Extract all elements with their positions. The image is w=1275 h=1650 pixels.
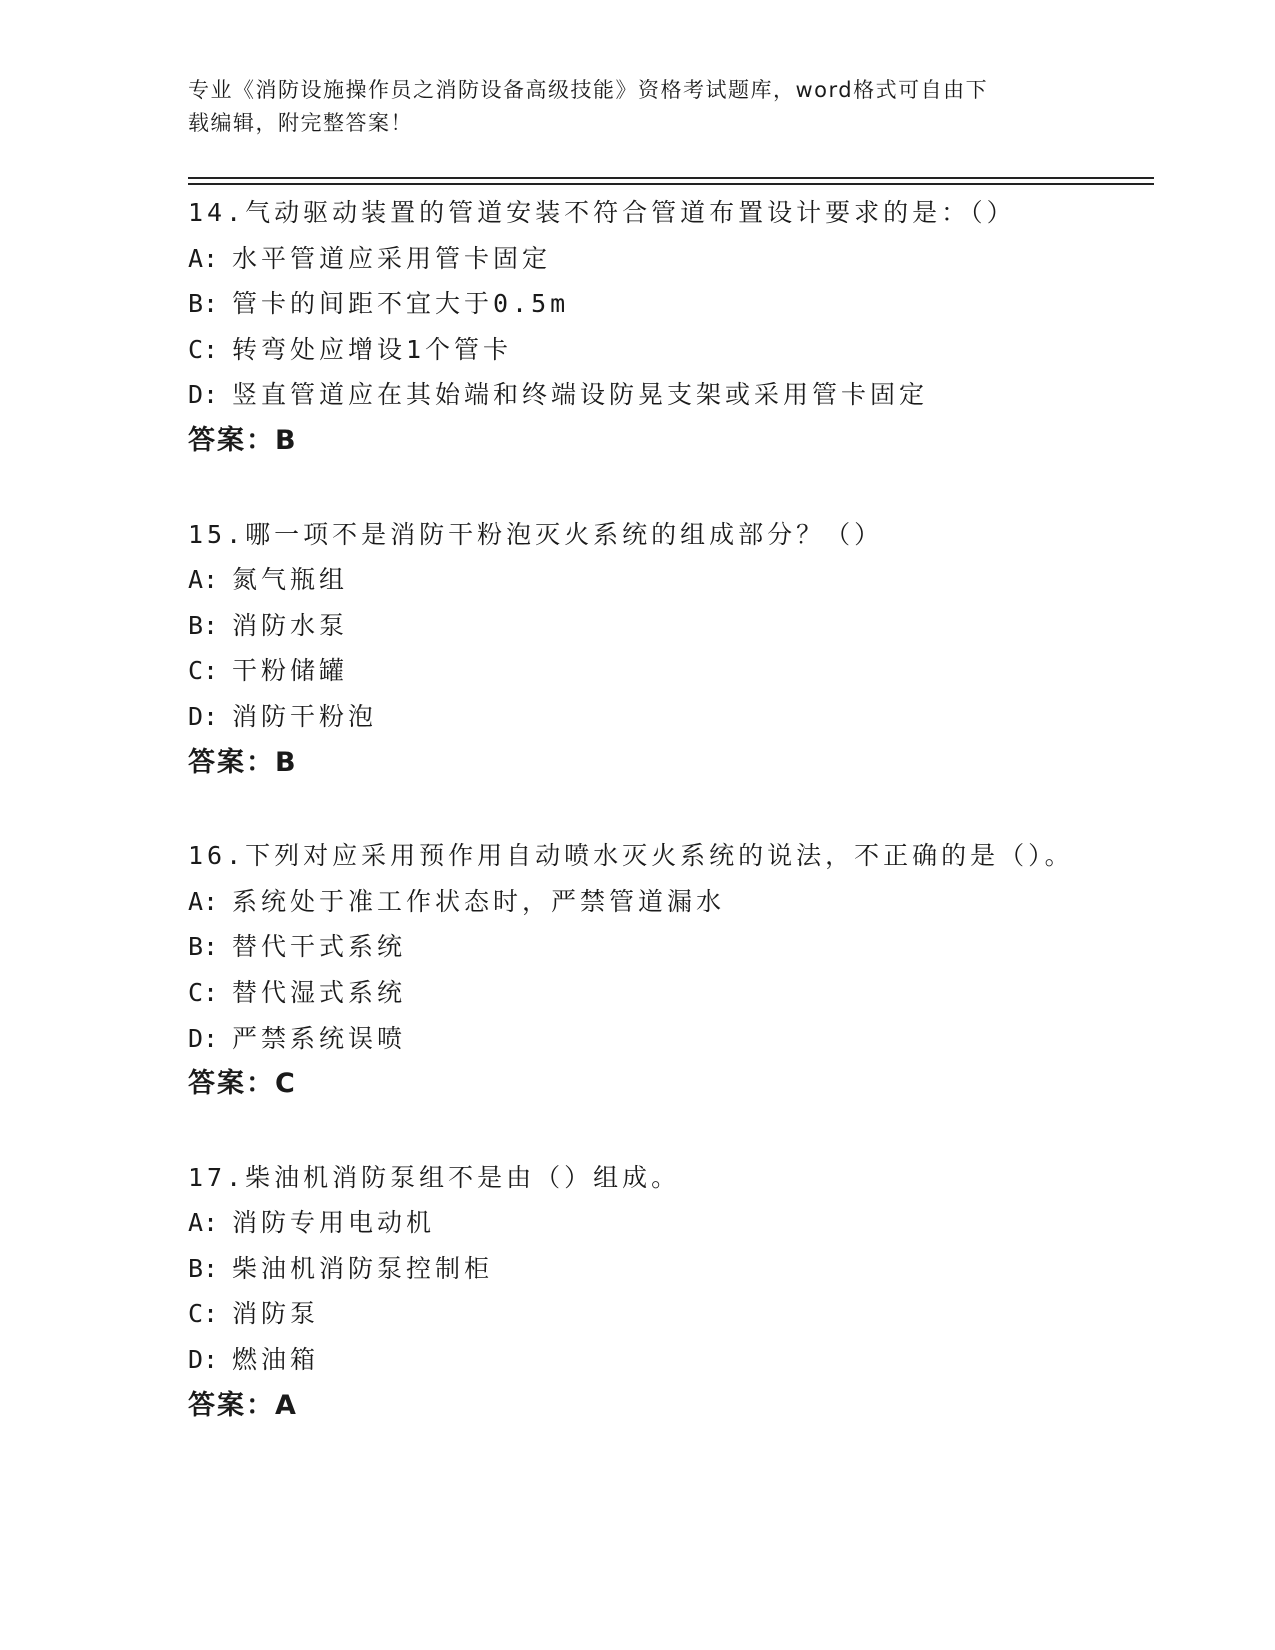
- option-key: A:: [188, 565, 219, 595]
- option-key: D:: [188, 1023, 219, 1053]
- option-text: 替代湿式系统: [232, 977, 407, 1007]
- option-text: 竖直管道应在其始端和终端设防晃支架或采用管卡固定: [232, 380, 929, 410]
- option-text: 消防干粉泡: [232, 701, 378, 731]
- option-text: 干粉储罐: [232, 656, 349, 686]
- answer-line: 答案：B: [188, 424, 298, 456]
- question-15: [188, 512, 1148, 786]
- option-a: [188, 236, 1148, 282]
- option-text: 消防泵: [232, 1299, 320, 1329]
- option-d: [188, 694, 1148, 740]
- option-text: 系统处于准工作状态时，严禁管道漏水: [232, 886, 726, 916]
- option-text: 替代干式系统: [232, 932, 407, 962]
- answer-line: 答案：C: [188, 1068, 297, 1100]
- header-divider-top: [188, 177, 1154, 179]
- option-text: 柴油机消防泵控制柜: [232, 1253, 494, 1283]
- question-stem: 15.哪一项不是消防干粉泡灭火系统的组成部分？（）: [188, 519, 884, 549]
- option-b: [188, 924, 1148, 970]
- option-c: [188, 648, 1148, 694]
- option-text: 水平管道应采用管卡固定: [232, 243, 552, 273]
- option-a: [188, 1200, 1148, 1246]
- question-17: [188, 1155, 1148, 1429]
- answer-line: 答案：B: [188, 746, 298, 778]
- option-d: [188, 1337, 1148, 1383]
- option-key: C:: [188, 977, 219, 1007]
- option-key: A:: [188, 243, 219, 273]
- option-text: 氮气瓶组: [232, 565, 349, 595]
- header-line-2: 载编辑，附完整答案！: [188, 111, 413, 135]
- option-text: 消防专用电动机: [232, 1208, 436, 1238]
- document-header: [188, 74, 1068, 140]
- header-line-1: 专业《消防设施操作员之消防设备高级技能》资格考试题库，word格式可自由下: [188, 78, 989, 102]
- option-key: A:: [188, 886, 219, 916]
- option-c: [188, 1291, 1148, 1337]
- question-14: [188, 190, 1148, 464]
- option-key: C:: [188, 656, 219, 686]
- option-key: B:: [188, 610, 219, 640]
- option-text: 消防水泵: [232, 610, 349, 640]
- option-b: [188, 603, 1148, 649]
- option-b: [188, 281, 1148, 327]
- header-divider-bottom: [188, 183, 1154, 185]
- option-key: B:: [188, 1253, 219, 1283]
- option-key: B:: [188, 289, 219, 319]
- answer-line: 答案：A: [188, 1389, 298, 1421]
- option-key: D:: [188, 1345, 219, 1375]
- option-c: [188, 327, 1148, 373]
- question-stem: 17.柴油机消防泵组不是由（）组成。: [188, 1162, 681, 1192]
- option-a: [188, 879, 1148, 925]
- option-key: D:: [188, 701, 219, 731]
- question-list: [188, 190, 1148, 1428]
- option-b: [188, 1246, 1148, 1292]
- option-key: D:: [188, 380, 219, 410]
- option-key: B:: [188, 932, 219, 962]
- option-a: [188, 557, 1148, 603]
- option-text: 燃油箱: [232, 1345, 320, 1375]
- option-key: A:: [188, 1208, 219, 1238]
- option-d: [188, 372, 1148, 418]
- question-16: [188, 833, 1148, 1107]
- option-text: 管卡的间距不宜大于0.5m: [232, 289, 570, 319]
- option-text: 严禁系统误喷: [232, 1023, 407, 1053]
- question-stem: 14.气动驱动装置的管道安装不符合管道布置设计要求的是：（）: [188, 198, 1016, 227]
- question-stem: 16.下列对应采用预作用自动喷水灭火系统的说法，不正确的是（）。: [188, 841, 1074, 871]
- option-key: C:: [188, 1299, 219, 1329]
- option-text: 转弯处应增设1个管卡: [232, 334, 513, 364]
- option-c: [188, 970, 1148, 1016]
- option-key: C:: [188, 334, 219, 364]
- option-d: [188, 1016, 1148, 1062]
